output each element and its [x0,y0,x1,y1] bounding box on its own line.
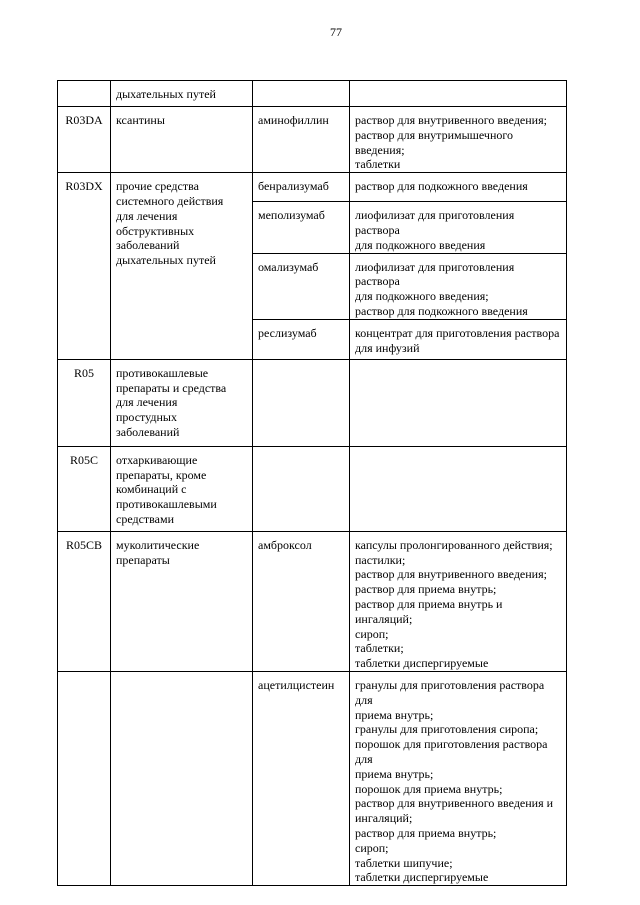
dosage-forms-cell: гранулы для приготовления раствора для приема внутрь; гранулы для приготовления сиропа; порошок для приготовления раствора для приема внутрь; порошок для приема внутрь; раствор для внутривенного введения и ингаляций; раствор для приема внутрь; сироп; таблетки шипучие; таблетки диспергируемые [350,671,567,885]
dosage-forms-cell: лиофилизат для приготовления раствора для подкожного введения [350,202,567,253]
drug-cell: ацетилцистеин [253,671,350,885]
drug-cell: меполизумаб [253,202,350,253]
table-row [58,173,567,202]
dosage-forms-cell: раствор для подкожного введения [350,173,567,202]
group-cell: прочие средства системного действия для лечения обструктивных заболеваний дыхательных путей [111,173,253,360]
atc-code-cell: R05C [58,446,111,531]
group-cell: дыхательных путей [111,81,253,107]
drug-cell: аминофиллин [253,107,350,173]
atc-code-cell: R03DX [58,173,111,360]
dosage-forms-cell [350,359,567,446]
atc-code-cell: R05 [58,359,111,446]
page-number: 77 [330,25,342,39]
table-row [58,531,567,671]
dosage-forms-cell: концентрат для приготовления раствора для инфузий [350,319,567,359]
dosage-forms-cell [350,446,567,531]
group-cell: противокашлевые препараты и средства для лечения простудных заболеваний [111,359,253,446]
table-row [58,81,567,107]
table-row [58,359,567,446]
drug-cell: бенрализумаб [253,173,350,202]
drug-cell: реслизумаб [253,319,350,359]
drug-cell [253,446,350,531]
group-cell: муколитические препараты [111,531,253,671]
dosage-forms-cell: лиофилизат для приготовления раствора для подкожного введения; раствор для подкожного введения [350,253,567,319]
dosage-forms-cell [350,81,567,107]
atc-code-cell [58,81,111,107]
atc-code-cell: R05CB [58,531,111,671]
dosage-forms-cell: раствор для внутривенного введения; раствор для внутримышечного введения; таблетки [350,107,567,173]
atc-code-cell: R03DA [58,107,111,173]
drug-cell [253,81,350,107]
group-cell: ксантины [111,107,253,173]
drug-cell [253,359,350,446]
table-row [58,671,567,885]
drug-cell: амброксол [253,531,350,671]
group-cell [111,671,253,885]
table-row [58,107,567,173]
group-cell: отхаркивающие препараты, кроме комбинаций с противокашлевыми средствами [111,446,253,531]
dosage-forms-cell: капсулы пролонгированного действия; пастилки; раствор для внутривенного введения; раствор для приема внутрь; раствор для приема внутрь и ингаляций; сироп; таблетки; таблетки диспергируемые [350,531,567,671]
drug-table [57,80,567,886]
table-row [58,446,567,531]
drug-cell: омализумаб [253,253,350,319]
atc-code-cell [58,671,111,885]
